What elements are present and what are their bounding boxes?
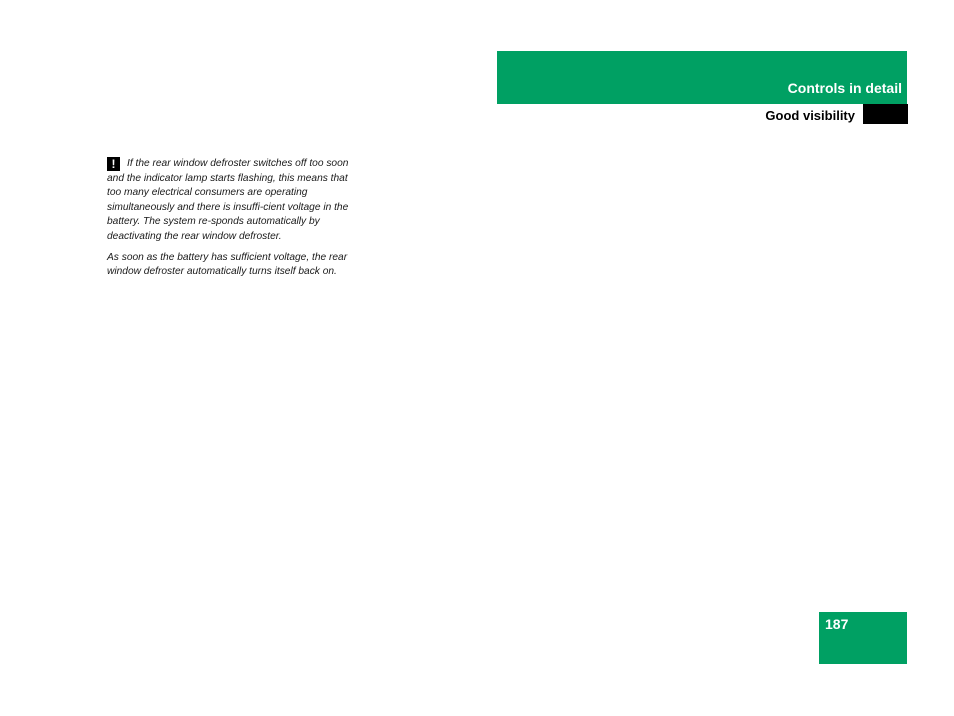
warning-notice [107,157,349,286]
subsection-title: Good visibility [765,108,855,123]
header-band [497,51,907,104]
warning-exclamation-icon: ! [107,157,120,171]
notice-paragraph-1 [107,157,349,245]
section-title: Controls in detail [787,80,902,96]
subsection-marker [863,104,908,124]
notice-paragraph-2: As soon as the battery has sufficient voltage, the rear window defroster automatically turns itself back on. [107,251,348,278]
page-number-box [819,612,907,664]
page-number: 187 [825,616,849,632]
notice-text-1: If the rear window defroster switches off too soon and the indicator lamp starts flashing, this means that too many electrical consumers are operating simultaneously and there is insuffi-cient voltage in the battery. The system re-sponds automatically by deactivating the rear window defroster. [107,158,349,242]
